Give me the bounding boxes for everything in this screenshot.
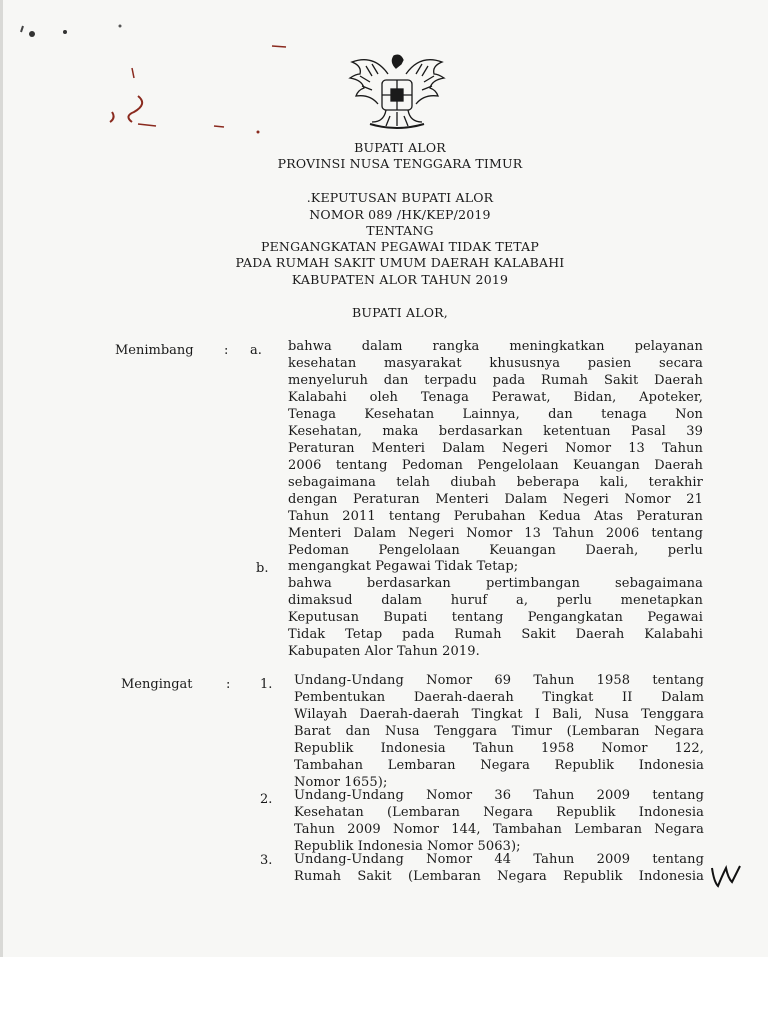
menimbang-line: Pedoman Pengelolaan Keuangan Daerah, perlu [288, 543, 703, 558]
menimbang-line: Keputusan Bupati tentang Pengangkatan Pegawai [288, 610, 703, 625]
mengingat-line: Wilayah Daerah-daerah Tingkat I Bali, Nusa Tenggara [294, 707, 704, 722]
decree-number: NOMOR 089 /HK/KEP/2019 [309, 207, 491, 222]
point-b-marker: b. [256, 561, 269, 576]
scan-stain-marks [210, 120, 270, 140]
blank-area [0, 957, 768, 1024]
decree-title: .KEPUTUSAN BUPATI ALOR [306, 190, 494, 205]
menimbang-line: Tahun 2011 tentang Perubahan Kedua Atas Peraturan [288, 509, 703, 524]
scan-edge [0, 0, 3, 957]
menimbang-line: bahwa dalam rangka meningkatkan pelayanan [288, 339, 703, 354]
menimbang-colon: : [224, 343, 229, 358]
point-a-marker: a. [250, 343, 262, 358]
menimbang-line: dengan Peraturan Menteri Dalam Negeri Nomor 21 [288, 492, 703, 507]
scan-stain-marks [270, 38, 300, 54]
mengingat-line: Undang-Undang Nomor 36 Tahun 2009 tentang [294, 788, 704, 803]
menimbang-line: Kalabahi oleh Tenaga Perawat, Bidan, Apoteker, [288, 390, 703, 405]
handwritten-initial [708, 860, 742, 894]
mengingat-line: Nomor 1655); [294, 775, 388, 790]
menimbang-line: dimaksud dalam huruf a, perlu menetapkan [288, 593, 703, 608]
list-number-1: 1. [260, 677, 273, 692]
mengingat-line: Barat dan Nusa Tenggara Timur (Lembaran Negara [294, 724, 704, 739]
tentang-heading: TENTANG [366, 223, 434, 238]
office-title: BUPATI ALOR [354, 140, 446, 155]
mengingat-label: Mengingat [121, 677, 193, 692]
menimbang-line: bahwa berdasarkan pertimbangan sebagaimana [288, 576, 703, 591]
mengingat-line: Pembentukan Daerah-daerah Tingkat II Dalam [294, 690, 704, 705]
list-number-3: 3. [260, 853, 273, 868]
menimbang-line: Peraturan Menteri Dalam Negeri Nomor 13 Tahun [288, 441, 703, 456]
province-title: PROVINSI NUSA TENGGARA TIMUR [277, 156, 523, 171]
menimbang-line: Tenaga Kesehatan Lainnya, dan tenaga Non [288, 407, 703, 422]
issuer-heading: BUPATI ALOR, [352, 305, 448, 320]
mengingat-line: Undang-Undang Nomor 69 Tahun 1958 tentang [294, 673, 704, 688]
mengingat-line: Undang-Undang Nomor 44 Tahun 2009 tentang [294, 852, 704, 867]
list-number-2: 2. [260, 792, 273, 807]
subject-line-3: KABUPATEN ALOR TAHUN 2019 [291, 272, 509, 287]
mengingat-line: Republik Indonesia Nomor 5063); [294, 839, 521, 854]
mengingat-line: Rumah Sakit (Lembaran Negara Republik Indonesia [294, 869, 704, 884]
menimbang-line: Menteri Dalam Negeri Nomor 13 Tahun 2006 tentang [288, 526, 703, 541]
mengingat-line: Republik Indonesia Tahun 1958 Nomor 122, [294, 741, 704, 756]
mengingat-line: Kesehatan (Lembaran Negara Republik Indonesia [294, 805, 704, 820]
scan-stain-marks [20, 18, 160, 128]
mengingat-line: Tambahan Lembaran Negara Republik Indonesia [294, 758, 704, 773]
menimbang-line: menyeluruh dan terpadu pada Rumah Sakit Daerah [288, 373, 703, 388]
menimbang-line: Tidak Tetap pada Rumah Sakit Daerah Kalabahi [288, 627, 703, 642]
garuda-pancasila-emblem-icon [344, 52, 450, 136]
subject-line-1: PENGANGKATAN PEGAWAI TIDAK TETAP [261, 239, 539, 254]
mengingat-colon: : [226, 677, 231, 692]
menimbang-line: 2006 tentang Pedoman Pengelolaan Keuangan Daerah [288, 458, 703, 473]
subject-line-2: PADA RUMAH SAKIT UMUM DAERAH KALABAHI [235, 255, 565, 270]
menimbang-line: kesehatan masyarakat khususnya pasien secara [288, 356, 703, 371]
mengingat-line: Tahun 2009 Nomor 144, Tambahan Lembaran Negara [294, 822, 704, 837]
menimbang-line: sebagaimana telah diubah beberapa kali, terakhir [288, 475, 703, 490]
menimbang-line: Kabupaten Alor Tahun 2019. [288, 644, 480, 659]
menimbang-label: Menimbang [115, 343, 194, 358]
menimbang-line: Kesehatan, maka berdasarkan ketentuan Pasal 39 [288, 424, 703, 439]
menimbang-line: mengangkat Pegawai Tidak Tetap; [288, 559, 519, 574]
